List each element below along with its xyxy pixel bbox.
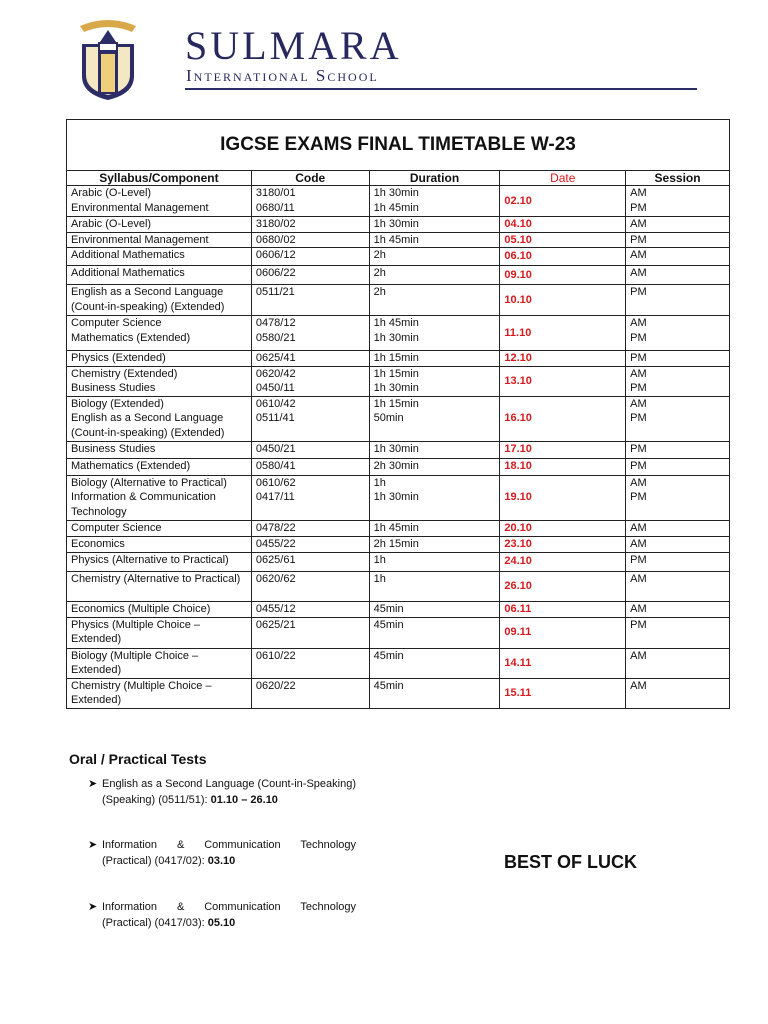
syllabus-line: Computer Science	[71, 317, 162, 329]
date-cell: 17.10	[500, 441, 626, 458]
table-row	[67, 648, 730, 678]
syllabus-line: Chemistry (Alternative to Practical)	[71, 572, 241, 585]
session-cell	[626, 678, 730, 708]
session-line: PM	[630, 331, 647, 344]
school-crest-logo	[80, 14, 136, 100]
session-cell	[626, 351, 730, 367]
syllabus-line: Biology (Multiple Choice – Extended)	[71, 649, 199, 676]
date-cell: 13.10	[500, 366, 626, 396]
session-line: PM	[630, 442, 647, 455]
syllabus-line: Business Studies	[71, 442, 156, 455]
syllabus-cell	[67, 248, 252, 266]
date-cell: 14.11	[500, 648, 626, 678]
code-line: 0620/62	[255, 572, 296, 585]
code-cell	[251, 351, 369, 367]
code-line: 3180/02	[255, 218, 296, 230]
session-line: AM	[630, 537, 647, 550]
duration-cell	[369, 186, 500, 217]
duration-line: 2h 15min	[373, 537, 419, 550]
syllabus-line: Chemistry (Multiple Choice – Extended)	[71, 679, 212, 706]
table-row	[67, 441, 730, 458]
duration-cell	[369, 232, 500, 248]
syllabus-cell	[67, 217, 252, 233]
code-cell	[251, 186, 369, 217]
duration-cell	[369, 441, 500, 458]
session-cell	[626, 285, 730, 316]
table-row	[67, 520, 730, 536]
duration-cell	[369, 678, 500, 708]
session-line: PM	[630, 618, 647, 631]
syllabus-cell	[67, 186, 252, 217]
code-cell	[251, 617, 369, 648]
date-cell: 09.10	[500, 266, 626, 285]
code-line: 0606/22	[255, 267, 296, 279]
syllabus-line: English as a Second Language (Count-in-speaking) (Extended)	[71, 412, 225, 439]
code-line: 0417/11	[255, 491, 295, 503]
duration-line: 45min	[373, 618, 404, 631]
code-line: 0610/22	[255, 649, 296, 662]
date-cell: 05.10	[500, 232, 626, 248]
session-line: AM	[630, 397, 647, 410]
school-name: SULMARA	[185, 23, 402, 68]
date-cell: 04.10	[500, 217, 626, 233]
code-line: 0610/62	[255, 476, 296, 489]
code-cell	[251, 520, 369, 536]
table-row	[67, 285, 730, 316]
code-line: 0455/22	[255, 537, 296, 550]
date-cell: 16.10	[500, 396, 626, 441]
code-line: 0450/11	[255, 382, 295, 394]
session-line: PM	[630, 553, 647, 566]
syllabus-cell	[67, 266, 252, 285]
code-cell	[251, 285, 369, 316]
arrow-bullet-icon: ➤	[88, 839, 98, 851]
syllabus-line: Economics (Multiple Choice)	[71, 602, 211, 615]
table-row	[67, 552, 730, 571]
syllabus-line: Biology (Alternative to Practical)	[71, 476, 227, 489]
code-cell	[251, 678, 369, 708]
duration-line: 1h 30min	[373, 187, 419, 199]
date-cell: 26.10	[500, 571, 626, 601]
header-divider	[185, 88, 697, 90]
session-line: AM	[630, 267, 647, 279]
duration-line: 2h	[373, 286, 386, 298]
duration-cell	[369, 316, 500, 351]
duration-line: 1h 30min	[373, 218, 419, 230]
code-line: 0680/11	[255, 201, 295, 214]
table-row	[67, 475, 730, 520]
session-line: AM	[630, 317, 647, 329]
oral-test-description: English as a Second Language (Count-in-Speaking) (Speaking) (0511/51):	[102, 778, 356, 806]
table-row	[67, 458, 730, 475]
duration-line: 1h 30min	[373, 491, 419, 503]
code-line: 3180/01	[255, 187, 296, 199]
duration-line: 1h 45min	[373, 201, 419, 214]
syllabus-cell	[67, 232, 252, 248]
duration-cell	[369, 285, 500, 316]
exam-timetable	[66, 119, 730, 709]
syllabus-cell	[67, 458, 252, 475]
table-row	[67, 617, 730, 648]
session-line: AM	[630, 572, 647, 585]
code-line: 0606/12	[255, 249, 296, 261]
session-cell	[626, 601, 730, 617]
session-cell	[626, 316, 730, 351]
oral-test-item	[88, 837, 356, 869]
syllabus-line: Environmental Management	[71, 201, 209, 214]
syllabus-line: Additional Mathematics	[71, 267, 185, 279]
syllabus-cell	[67, 475, 252, 520]
oral-test-description: Information & Communication Technology (Practical) (0417/03):	[102, 901, 356, 929]
syllabus-line: Arabic (O-Level)	[71, 187, 152, 199]
syllabus-line: Mathematics (Extended)	[71, 331, 191, 344]
syllabus-cell	[67, 552, 252, 571]
table-row	[67, 248, 730, 266]
code-cell	[251, 396, 369, 441]
code-cell	[251, 601, 369, 617]
duration-line: 1h 30min	[373, 382, 419, 394]
best-of-luck-message: BEST OF LUCK	[504, 852, 637, 872]
oral-test-date: 05.10	[207, 917, 236, 929]
session-line: AM	[630, 679, 647, 692]
syllabus-line: Biology (Extended)	[71, 397, 164, 410]
syllabus-line: Chemistry (Extended)	[71, 367, 178, 380]
duration-cell	[369, 536, 500, 552]
session-line: PM	[630, 412, 647, 424]
column-header-date: Date	[500, 171, 626, 186]
column-header-code: Code	[251, 171, 369, 186]
code-line: 0625/61	[255, 553, 296, 566]
table-row	[67, 217, 730, 233]
duration-line: 2h	[373, 267, 386, 279]
syllabus-cell	[67, 285, 252, 316]
session-line: AM	[630, 187, 647, 199]
column-header-session: Session	[626, 171, 730, 186]
code-line: 0620/22	[255, 679, 296, 692]
table-row	[67, 396, 730, 441]
code-line: 0625/41	[255, 352, 296, 364]
session-line: PM	[630, 382, 647, 394]
session-cell	[626, 366, 730, 396]
syllabus-cell	[67, 351, 252, 367]
duration-cell	[369, 351, 500, 367]
date-cell: 06.11	[500, 601, 626, 617]
session-cell	[626, 248, 730, 266]
column-header-syllabus: Syllabus/Component	[67, 171, 252, 186]
column-header-duration: Duration	[369, 171, 500, 186]
syllabus-line: Physics (Multiple Choice – Extended)	[71, 618, 200, 645]
duration-line: 1h 45min	[373, 521, 419, 534]
session-cell	[626, 217, 730, 233]
code-line: 0680/02	[255, 233, 296, 246]
session-line: PM	[630, 491, 647, 503]
duration-cell	[369, 266, 500, 285]
syllabus-line: Physics (Alternative to Practical)	[71, 553, 229, 566]
session-line: AM	[630, 649, 647, 662]
syllabus-cell	[67, 396, 252, 441]
syllabus-line: Mathematics (Extended)	[71, 459, 191, 472]
duration-cell	[369, 601, 500, 617]
duration-line: 2h	[373, 249, 386, 261]
code-line: 0450/21	[255, 442, 296, 455]
oral-test-item	[88, 776, 356, 808]
syllabus-cell	[67, 536, 252, 552]
oral-test-item	[88, 899, 356, 931]
table-row	[67, 678, 730, 708]
arrow-bullet-icon: ➤	[88, 778, 98, 790]
code-cell	[251, 232, 369, 248]
duration-cell	[369, 648, 500, 678]
table-row	[67, 536, 730, 552]
duration-line: 1h	[373, 553, 386, 566]
session-cell	[626, 520, 730, 536]
code-line: 0511/41	[255, 412, 295, 424]
duration-line: 45min	[373, 602, 404, 615]
table-row	[67, 351, 730, 367]
code-cell	[251, 441, 369, 458]
session-line: PM	[630, 286, 647, 298]
syllabus-line: Business Studies	[71, 382, 156, 394]
code-cell	[251, 248, 369, 266]
date-cell: 06.10	[500, 248, 626, 266]
table-row	[67, 232, 730, 248]
oral-practical-heading: Oral / Practical Tests	[69, 751, 207, 767]
duration-cell	[369, 217, 500, 233]
session-line: PM	[630, 352, 647, 364]
duration-cell	[369, 552, 500, 571]
table-row	[67, 316, 730, 351]
code-cell	[251, 475, 369, 520]
duration-line: 1h 45min	[373, 233, 419, 246]
syllabus-cell	[67, 617, 252, 648]
code-cell	[251, 316, 369, 351]
timetable-title: IGCSE EXAMS FINAL TIMETABLE W-23	[67, 120, 730, 171]
duration-line: 1h 15min	[373, 397, 419, 410]
session-cell	[626, 552, 730, 571]
syllabus-line: Environmental Management	[71, 233, 209, 246]
session-cell	[626, 475, 730, 520]
date-cell: 18.10	[500, 458, 626, 475]
date-cell: 10.10	[500, 285, 626, 316]
syllabus-cell	[67, 678, 252, 708]
oral-test-date: 01.10 – 26.10	[210, 794, 278, 806]
table-row	[67, 366, 730, 396]
duration-line: 1h	[373, 476, 386, 489]
syllabus-cell	[67, 441, 252, 458]
session-line: PM	[630, 459, 647, 472]
session-cell	[626, 396, 730, 441]
syllabus-line: Information & Communication Technology	[71, 491, 216, 518]
duration-cell	[369, 366, 500, 396]
session-line: AM	[630, 367, 647, 380]
duration-cell	[369, 248, 500, 266]
session-cell	[626, 266, 730, 285]
syllabus-line: Physics (Extended)	[71, 352, 166, 364]
duration-line: 1h 15min	[373, 352, 419, 364]
code-cell	[251, 458, 369, 475]
table-row	[67, 266, 730, 285]
session-line: AM	[630, 602, 647, 615]
duration-line: 1h 15min	[373, 367, 419, 380]
code-line: 0625/21	[255, 618, 296, 631]
school-subtitle: International School	[186, 66, 379, 85]
duration-line: 2h 30min	[373, 459, 419, 472]
table-row	[67, 601, 730, 617]
duration-line: 1h 45min	[373, 317, 419, 329]
duration-cell	[369, 617, 500, 648]
session-cell	[626, 186, 730, 217]
duration-line: 1h 30min	[373, 442, 419, 455]
code-cell	[251, 571, 369, 601]
code-line: 0455/12	[255, 602, 296, 615]
code-cell	[251, 648, 369, 678]
table-row	[67, 571, 730, 601]
session-cell	[626, 617, 730, 648]
duration-cell	[369, 475, 500, 520]
code-line: 0580/21	[255, 331, 296, 344]
duration-cell	[369, 520, 500, 536]
oral-test-date: 03.10	[207, 855, 236, 867]
session-cell	[626, 458, 730, 475]
code-cell	[251, 217, 369, 233]
syllabus-cell	[67, 648, 252, 678]
session-line: AM	[630, 218, 647, 230]
syllabus-cell	[67, 520, 252, 536]
duration-cell	[369, 396, 500, 441]
code-cell	[251, 266, 369, 285]
code-line: 0610/42	[255, 397, 296, 410]
date-cell: 20.10	[500, 520, 626, 536]
syllabus-line: Computer Science	[71, 521, 162, 534]
syllabus-cell	[67, 601, 252, 617]
session-cell	[626, 232, 730, 248]
syllabus-cell	[67, 316, 252, 351]
arrow-bullet-icon: ➤	[88, 901, 98, 913]
session-cell	[626, 441, 730, 458]
duration-line: 1h 30min	[373, 331, 419, 344]
date-cell: 09.11	[500, 617, 626, 648]
session-line: PM	[630, 201, 647, 214]
date-cell: 15.11	[500, 678, 626, 708]
syllabus-line: Arabic (O-Level)	[71, 218, 152, 230]
date-cell: 19.10	[500, 475, 626, 520]
duration-cell	[369, 571, 500, 601]
session-line: AM	[630, 476, 647, 489]
session-cell	[626, 648, 730, 678]
code-line: 0478/22	[255, 521, 296, 534]
duration-line: 45min	[373, 679, 404, 692]
date-cell: 02.10	[500, 186, 626, 217]
table-row	[67, 186, 730, 217]
session-line: AM	[630, 521, 647, 534]
session-cell	[626, 571, 730, 601]
syllabus-line: Additional Mathematics	[71, 249, 185, 261]
code-line: 0620/42	[255, 367, 296, 380]
code-cell	[251, 536, 369, 552]
date-cell: 23.10	[500, 536, 626, 552]
session-line: AM	[630, 249, 647, 261]
duration-line: 45min	[373, 649, 404, 662]
code-line: 0511/21	[255, 286, 295, 298]
code-cell	[251, 552, 369, 571]
duration-cell	[369, 458, 500, 475]
date-cell: 12.10	[500, 351, 626, 367]
syllabus-line: Economics	[71, 537, 125, 550]
syllabus-cell	[67, 366, 252, 396]
date-cell: 11.10	[500, 316, 626, 351]
duration-line: 50min	[373, 412, 404, 424]
oral-test-description: Information & Communication Technology (Practical) (0417/02):	[102, 839, 356, 867]
code-line: 0580/41	[255, 459, 296, 472]
duration-line: 1h	[373, 572, 386, 585]
syllabus-cell	[67, 571, 252, 601]
session-line: PM	[630, 233, 647, 246]
code-cell	[251, 366, 369, 396]
syllabus-line: English as a Second Language (Count-in-speaking) (Extended)	[71, 286, 225, 313]
code-line: 0478/12	[255, 317, 296, 329]
date-cell: 24.10	[500, 552, 626, 571]
session-cell	[626, 536, 730, 552]
